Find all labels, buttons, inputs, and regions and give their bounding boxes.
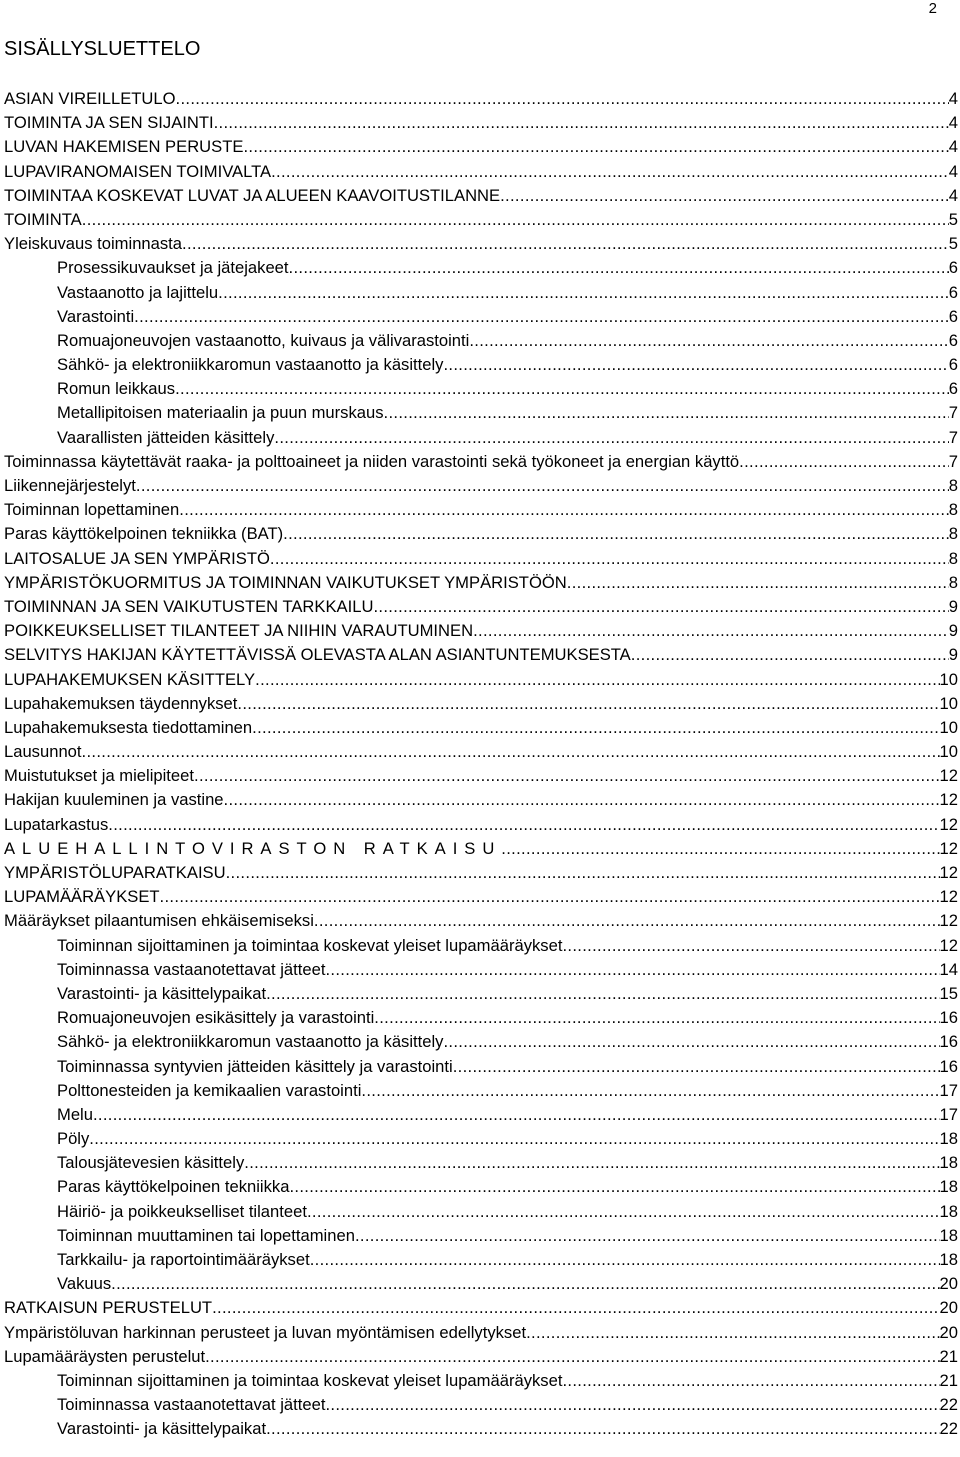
toc-dot-leader (307, 1200, 940, 1224)
toc-entry-title: Toiminnassa vastaanotettavat jätteet (57, 959, 326, 979)
toc-dot-leader (266, 982, 939, 1006)
toc-dot-leader (355, 1224, 940, 1248)
toc-entry-page: 6 (948, 330, 958, 350)
toc-entry[interactable] (4, 1417, 958, 1441)
toc-entry-title: Lupahakemuksen täydennykset (4, 693, 238, 713)
toc-entry-page: 9 (948, 645, 958, 665)
toc-entry-title: LUPAMÄÄRÄYKSET (4, 887, 160, 907)
toc-entry-title: Toiminnan sijoittaminen ja toimintaa koskevat yleiset lupamääräykset (57, 935, 563, 955)
toc-dot-leader (325, 958, 939, 982)
toc-entry[interactable] (4, 498, 958, 522)
toc-dot-leader (271, 160, 949, 184)
toc-entry-title: Hakijan kuuleminen ja vastine (4, 790, 224, 810)
toc-entry[interactable] (4, 377, 958, 401)
toc-entry-title: Lupatarkastus (4, 814, 109, 834)
toc-dot-leader (108, 813, 939, 837)
toc-entry-page: 14 (939, 959, 958, 979)
toc-dot-leader (226, 861, 940, 885)
toc-entry-page: 18 (939, 1153, 958, 1173)
toc-entry[interactable] (4, 474, 958, 498)
toc-dot-leader (194, 764, 940, 788)
toc-entry-title: YMPÄRISTÖLUPARATKAISU (4, 863, 226, 882)
toc-entry-page: 21 (939, 1370, 958, 1390)
toc-entry[interactable] (4, 547, 958, 571)
table-of-contents (4, 87, 958, 1442)
toc-entry[interactable] (4, 1103, 958, 1127)
toc-dot-leader (237, 692, 939, 716)
toc-entry-page: 10 (939, 717, 958, 737)
toc-entry-title: TOIMINNAN JA SEN VAIKUTUSTEN TARKKAILU (4, 596, 374, 616)
toc-entry-title: Tarkkailu- ja raportointimääräykset (57, 1250, 310, 1269)
toc-entry[interactable] (4, 1200, 958, 1224)
toc-entry[interactable] (4, 982, 958, 1006)
toc-entry-page: 8 (948, 524, 958, 544)
toc-entry-page: 4 (948, 185, 958, 205)
toc-dot-leader (266, 1417, 939, 1441)
toc-entry-page: 18 (939, 1225, 958, 1245)
toc-entry[interactable] (4, 522, 958, 546)
toc-entry[interactable] (4, 111, 958, 135)
toc-entry-title: Toiminnassa vastaanotettavat jätteet (57, 1395, 326, 1415)
toc-entry-page: 21 (939, 1346, 958, 1366)
toc-entry-title: TOIMINTA (4, 209, 82, 229)
toc-dot-leader (243, 135, 948, 159)
toc-dot-leader (501, 837, 939, 861)
toc-entry-page: 4 (948, 137, 958, 157)
toc-entry-title: Romun leikkaus (57, 379, 176, 399)
toc-entry-page: 15 (939, 983, 958, 1003)
toc-dot-leader (82, 740, 940, 764)
toc-entry-title: TOIMINTA JA SEN SIJAINTI (4, 113, 214, 133)
toc-entry[interactable] (4, 861, 958, 885)
toc-entry-title: Sähkö- ja elektroniikkaromun vastaanotto ja käsittely (57, 355, 444, 375)
toc-entry-page: 10 (939, 669, 958, 689)
toc-entry[interactable] (4, 788, 958, 812)
toc-entry-page: 12 (939, 911, 958, 931)
toc-entry-title: Metallipitoisen materiaalin ja puun murskaus (57, 403, 384, 423)
toc-entry-page: 18 (939, 1129, 958, 1149)
toc-dot-leader (160, 885, 940, 909)
toc-dot-leader (631, 643, 949, 667)
toc-entry[interactable] (4, 426, 958, 450)
toc-dot-leader (214, 111, 949, 135)
toc-entry[interactable] (4, 764, 958, 788)
toc-dot-leader (562, 934, 939, 958)
toc-entry-title: Melu (57, 1104, 93, 1124)
toc-dot-leader (205, 1345, 939, 1369)
toc-entry[interactable] (4, 1175, 958, 1199)
toc-dot-leader (310, 1248, 940, 1272)
toc-entry-title: POIKKEUKSELLISET TILANTEET JA NIIHIN VARAUTUMINEN (4, 621, 474, 641)
toc-entry[interactable] (4, 232, 958, 256)
toc-entry-title: Prosessikuvaukset ja jätejakeet (57, 258, 289, 278)
toc-entry-page: 10 (939, 742, 958, 762)
toc-entry[interactable] (4, 813, 958, 837)
toc-entry[interactable] (4, 837, 958, 861)
toc-entry-title: Määräykset pilaantumisen ehkäisemiseksi (4, 911, 314, 931)
toc-entry-page: 12 (939, 935, 958, 955)
toc-entry-page: 7 (948, 427, 958, 447)
toc-entry-title: Paras käyttökelpoinen tekniikka (57, 1177, 290, 1197)
toc-entry[interactable] (4, 1127, 958, 1151)
toc-entry-title: Vakuus (57, 1274, 112, 1294)
toc-entry[interactable] (4, 1030, 958, 1054)
toc-entry[interactable] (4, 160, 958, 184)
toc-entry-title: Vastaanotto ja lajittelu (57, 282, 219, 302)
toc-entry[interactable] (4, 716, 958, 740)
toc-entry-page: 4 (948, 161, 958, 181)
toc-dot-leader (443, 1030, 939, 1054)
toc-dot-leader (562, 1369, 939, 1393)
toc-entry-title: LUPAVIRANOMAISEN TOIMIVALTA (4, 161, 272, 181)
toc-entry[interactable] (4, 1345, 958, 1369)
toc-entry-title: Toiminnan lopettaminen (4, 500, 180, 520)
toc-entry-page: 20 (939, 1322, 958, 1342)
toc-entry[interactable] (4, 619, 958, 643)
toc-entry[interactable] (4, 1055, 958, 1079)
toc-entry[interactable] (4, 1321, 958, 1345)
toc-entry-page: 6 (948, 355, 958, 375)
toc-dot-leader (218, 281, 949, 305)
toc-entry-title: SELVITYS HAKIJAN KÄYTETTÄVISSÄ OLEVASTA ALAN ASIANTUNTEMUKSESTA (4, 645, 631, 665)
toc-entry-title: Varastointi (57, 306, 135, 326)
toc-entry-page: 6 (948, 282, 958, 302)
toc-dot-leader (373, 595, 948, 619)
toc-entry[interactable] (4, 909, 958, 933)
toc-entry[interactable] (4, 934, 958, 958)
toc-dot-leader (82, 208, 949, 232)
toc-entry-title: Toiminnan sijoittaminen ja toimintaa koskevat yleiset lupamääräykset (57, 1370, 563, 1390)
toc-entry-page: 5 (948, 209, 958, 229)
toc-dot-leader (212, 1296, 939, 1320)
toc-entry[interactable] (4, 740, 958, 764)
toc-entry-page: 17 (939, 1080, 958, 1100)
toc-entry-page: 4 (948, 113, 958, 133)
toc-entry-page: 10 (939, 693, 958, 713)
toc-dot-leader (289, 256, 949, 280)
toc-entry-page: 18 (939, 1177, 958, 1197)
toc-entry[interactable] (4, 87, 958, 111)
toc-entry-title: Lupahakemuksesta tiedottaminen (4, 717, 253, 737)
toc-entry-page: 8 (948, 476, 958, 495)
toc-entry-title: Häiriö- ja poikkeukselliset tilanteet (57, 1201, 307, 1221)
toc-dot-leader (111, 1272, 939, 1296)
toc-entry-page: 8 (948, 548, 958, 568)
toc-entry-title: Sähkö- ja elektroniikkaromun vastaanotto ja käsittely (57, 1032, 444, 1052)
toc-entry[interactable] (4, 595, 958, 619)
toc-dot-leader (314, 909, 940, 933)
toc-entry-page: 7 (948, 403, 958, 423)
toc-dot-leader (136, 474, 949, 498)
toc-dot-leader (179, 498, 949, 522)
toc-title: SISÄLLYSLUETTELO (4, 38, 201, 60)
toc-entry-title: Romuajoneuvojen esikäsittely ja varastointi (57, 1008, 375, 1028)
toc-entry-title: Lupamääräysten perustelut (4, 1346, 206, 1366)
toc-dot-leader (182, 232, 949, 256)
toc-entry-page: 6 (948, 258, 958, 278)
toc-entry-title: Toiminnassa syntyvien jätteiden käsittely ja varastointi (57, 1056, 453, 1076)
toc-entry-title: Pöly (57, 1129, 90, 1149)
toc-entry[interactable] (4, 281, 958, 305)
toc-dot-leader (384, 401, 949, 425)
toc-entry-title: TOIMINTAA KOSKEVAT LUVAT JA ALUEEN KAAVOITUSTILANNE (4, 185, 501, 205)
toc-entry[interactable] (4, 885, 958, 909)
toc-entry[interactable] (4, 353, 958, 377)
toc-entry-page: 6 (948, 379, 958, 399)
toc-entry-page: 12 (939, 863, 958, 882)
toc-entry-title: Liikennejärjestelyt (4, 476, 136, 495)
toc-dot-leader (175, 377, 949, 401)
toc-dot-leader (374, 1006, 939, 1030)
toc-entry-page: 18 (939, 1201, 958, 1221)
toc-entry[interactable] (4, 305, 958, 329)
toc-entry-title: YMPÄRISTÖKUORMITUS JA TOIMINNAN VAIKUTUKSET YMPÄRISTÖÖN (4, 572, 567, 592)
toc-entry-page: 9 (948, 621, 958, 641)
toc-entry[interactable] (4, 1248, 958, 1272)
toc-entry-page: 4 (948, 89, 958, 108)
toc-entry-title: RATKAISUN PERUSTELUT (4, 1298, 213, 1318)
toc-entry-page: 6 (948, 306, 958, 326)
toc-entry[interactable] (4, 692, 958, 716)
toc-entry-page: 20 (939, 1298, 958, 1318)
toc-dot-leader (176, 87, 949, 111)
toc-entry-title: Varastointi- ja käsittelypaikat (57, 983, 267, 1003)
toc-entry-title: Yleiskuvaus toiminnasta (4, 234, 183, 254)
toc-dot-leader (325, 1393, 939, 1417)
toc-entry-title: ASIAN VIREILLETULO (4, 89, 176, 108)
toc-entry[interactable] (4, 450, 958, 474)
toc-entry[interactable] (4, 135, 958, 159)
toc-entry-title: Romuajoneuvojen vastaanotto, kuivaus ja välivarastointi (57, 330, 470, 350)
toc-dot-leader (469, 329, 948, 353)
toc-entry-page: 12 (939, 790, 958, 810)
toc-entry-page: 12 (939, 887, 958, 907)
toc-entry-title: Ympäristöluvan harkinnan perusteet ja luvan myöntämisen edellytykset (4, 1322, 527, 1342)
toc-entry-page: 12 (939, 814, 958, 834)
toc-entry[interactable] (4, 958, 958, 982)
toc-entry-title: Varastointi- ja käsittelypaikat (57, 1419, 267, 1439)
toc-dot-leader (500, 184, 949, 208)
toc-entry-title: Toiminnan muuttaminen tai lopettaminen (57, 1225, 355, 1245)
toc-dot-leader (473, 619, 949, 643)
toc-dot-leader (453, 1055, 940, 1079)
toc-entry[interactable] (4, 1151, 958, 1175)
toc-dot-leader (289, 1175, 939, 1199)
toc-dot-leader (89, 1127, 939, 1151)
toc-entry-page: 7 (948, 451, 958, 471)
toc-dot-leader (361, 1079, 939, 1103)
toc-entry-page: 17 (939, 1104, 958, 1124)
toc-entry-page: 18 (939, 1250, 958, 1269)
toc-entry-page: 22 (939, 1419, 958, 1439)
toc-dot-leader (526, 1321, 939, 1345)
toc-dot-leader (443, 353, 948, 377)
toc-dot-leader (283, 522, 949, 546)
toc-entry[interactable] (4, 401, 958, 425)
toc-entry-page: 8 (948, 572, 958, 592)
toc-entry-page: 22 (939, 1395, 958, 1415)
toc-entry-page: 16 (939, 1008, 958, 1028)
toc-entry-page: 16 (939, 1056, 958, 1076)
toc-entry-title: LAITOSALUE JA SEN YMPÄRISTÖ (4, 548, 270, 568)
toc-entry-title: LUVAN HAKEMISEN PERUSTE (4, 137, 244, 157)
page-number: 2 (928, 0, 937, 17)
toc-entry-page: 12 (939, 838, 958, 858)
toc-entry-title: LUPAHAKEMUKSEN KÄSITTELY (4, 669, 256, 689)
toc-entry[interactable] (4, 1224, 958, 1248)
toc-entry[interactable] (4, 1393, 958, 1417)
toc-dot-leader (252, 716, 939, 740)
toc-entry[interactable] (4, 208, 958, 232)
toc-entry-title: Paras käyttökelpoinen tekniikka (BAT) (4, 524, 284, 544)
toc-entry-page: 9 (948, 596, 958, 616)
toc-entry-title: Vaarallisten jätteiden käsittely (57, 427, 275, 447)
toc-entry-page: 8 (948, 500, 958, 520)
toc-entry[interactable] (4, 1079, 958, 1103)
toc-entry[interactable] (4, 184, 958, 208)
toc-dot-leader (93, 1103, 940, 1127)
toc-entry-title: Lausunnot (4, 742, 82, 762)
toc-entry[interactable] (4, 571, 958, 595)
toc-entry-page: 16 (939, 1032, 958, 1052)
toc-entry[interactable] (4, 1369, 958, 1393)
toc-entry[interactable] (4, 643, 958, 667)
toc-dot-leader (567, 571, 949, 595)
toc-entry[interactable] (4, 1296, 958, 1320)
toc-entry-page: 20 (939, 1274, 958, 1294)
toc-entry-title: Polttonesteiden ja kemikaalien varastointi (57, 1080, 362, 1100)
toc-entry-page: 12 (939, 766, 958, 786)
toc-dot-leader (739, 450, 949, 474)
toc-entry[interactable] (4, 329, 958, 353)
toc-entry[interactable] (4, 1272, 958, 1296)
toc-dot-leader (134, 305, 949, 329)
toc-dot-leader (255, 668, 939, 692)
toc-entry[interactable] (4, 668, 958, 692)
toc-dot-leader (270, 547, 949, 571)
toc-dot-leader (274, 426, 948, 450)
toc-entry-title: ALUEHALLINTOVIRASTON RATKAISU (4, 838, 502, 858)
toc-entry[interactable] (4, 256, 958, 280)
toc-entry-title: Talousjätevesien käsittely (57, 1153, 245, 1173)
toc-dot-leader (224, 788, 940, 812)
toc-entry-title: Muistutukset ja mielipiteet (4, 766, 194, 786)
toc-entry-page: 5 (948, 234, 958, 254)
toc-dot-leader (244, 1151, 939, 1175)
toc-entry[interactable] (4, 1006, 958, 1030)
toc-entry-title: Toiminnassa käytettävät raaka- ja polttoaineet ja niiden varastointi sekä työkoneet ja energian käyttö (4, 451, 740, 471)
